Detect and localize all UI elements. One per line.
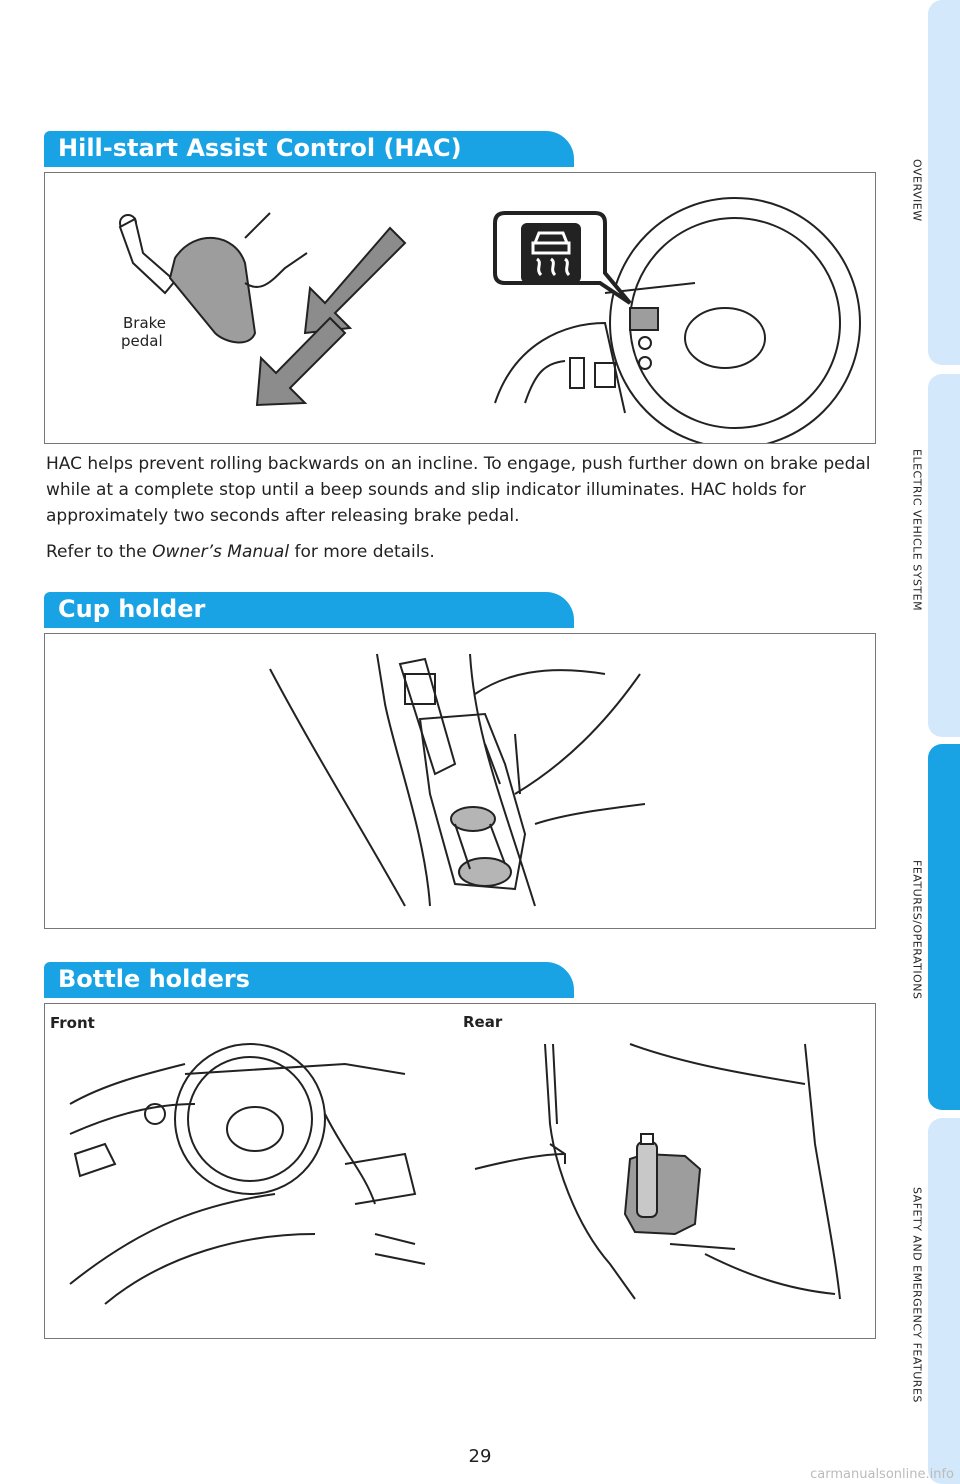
hac-refer-prefix: Refer to the (46, 542, 153, 562)
brake-pedal-label-line1: Brake (123, 314, 167, 332)
hac-refer-suffix: for more details. (289, 542, 435, 562)
bottle-illustration-box (44, 1003, 876, 1339)
cup-section-banner (44, 592, 574, 628)
hac-section-title: Hill-start Assist Control (HAC) (58, 134, 462, 162)
sidebar-label-features-operations: FEATURES/OPERATIONS (910, 860, 924, 1000)
sidebar-label-overview: OVERVIEW (910, 158, 924, 222)
front-label: Front (50, 1014, 95, 1032)
front-bottle-drawing (70, 1044, 425, 1338)
bottle-section-banner (44, 962, 574, 998)
push-arrow-lower (257, 318, 345, 405)
brake-pedal-label-line2: pedal (121, 332, 163, 350)
cup-illustration-box (44, 633, 876, 929)
push-arrow-upper (305, 228, 405, 333)
sidebar-tab-electric-vehicle-system[interactable] (928, 374, 960, 737)
sidebar-tab-safety[interactable] (928, 1118, 960, 1484)
page-number: 29 (468, 1446, 492, 1467)
bottle-section-title: Bottle holders (58, 965, 250, 993)
hac-section-banner (44, 131, 574, 167)
watermark: carmanualsonline.info (810, 1467, 954, 1482)
sidebar-tab-features-operations[interactable] (928, 744, 960, 1110)
hac-description (46, 451, 876, 575)
rear-label: Rear (463, 1013, 503, 1031)
hac-illustration (45, 173, 875, 443)
cup-section-title: Cup holder (58, 595, 206, 623)
hac-paragraph: HAC helps prevent rolling backwards on an incline. To engage, push further down on brake pedal while at a complete stop until a beep sounds and slip indicator illuminates. HAC holds for approximately two seconds after releasing brake pedal. (46, 454, 871, 526)
sidebar-tab-overview[interactable] (928, 0, 960, 365)
bottle-holders-illustration (45, 1004, 875, 1338)
hac-illustration-box (44, 172, 876, 444)
sidebar-label-safety: SAFETY AND EMERGENCY FEATURES (910, 1187, 924, 1403)
owners-manual-reference: Owner’s Manual (152, 542, 290, 562)
sidebar-label-electric-vehicle-system: ELECTRIC VEHICLE SYSTEM (910, 448, 924, 612)
cup-holder-illustration (45, 634, 875, 928)
hac-refer-line (46, 539, 876, 565)
rear-bottle (625, 1134, 700, 1234)
